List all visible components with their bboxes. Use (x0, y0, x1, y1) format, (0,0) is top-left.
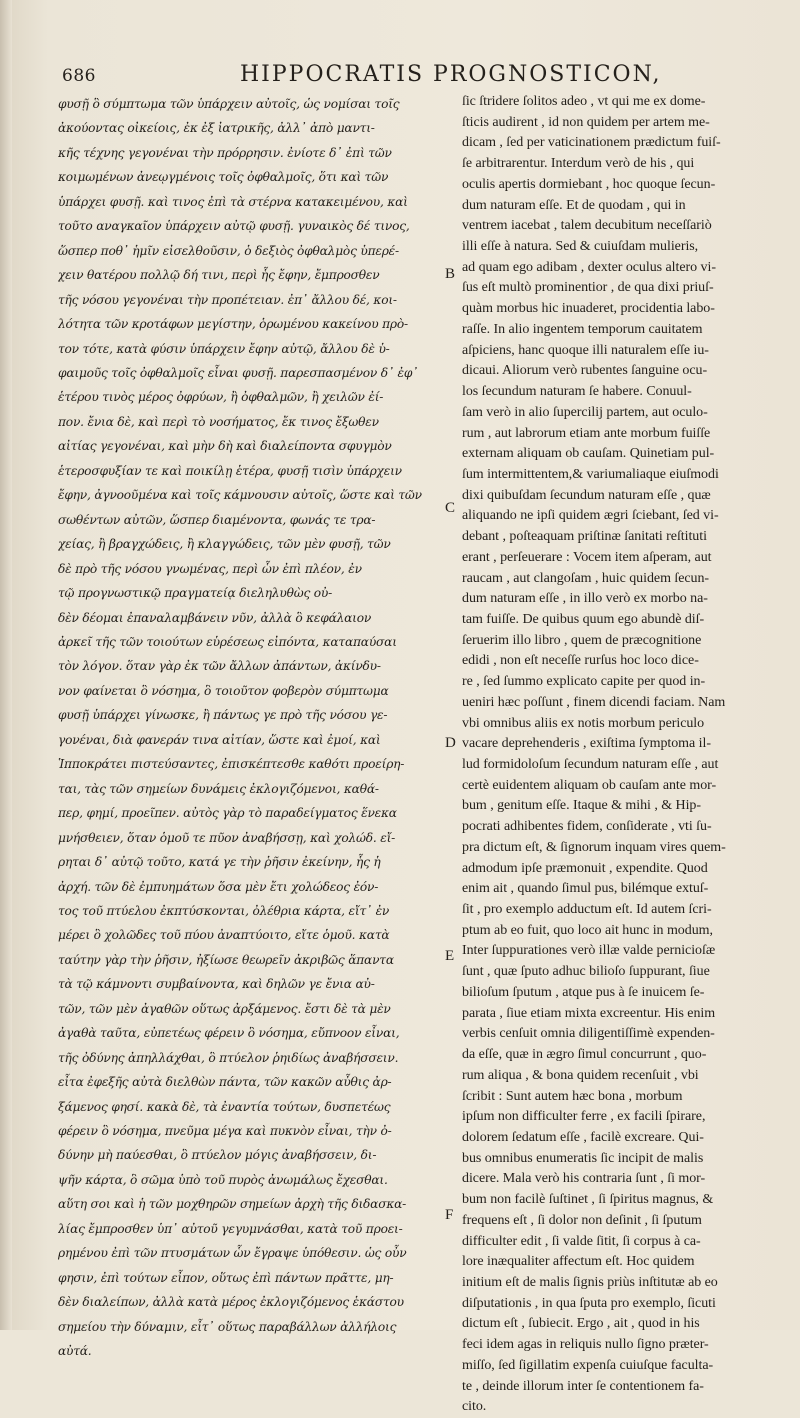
greek-text-line: γονέναι, διὰ φανεράν τινα αἰτίαν, ὥστε καὶ ἐμοί, καὶ (58, 732, 381, 747)
latin-text-line: pocrati adhibentes fidem, conſiderate , vti ſu- (462, 819, 712, 835)
latin-text-line: verbis cenſuit omnia diligentiſſimè expenden- (462, 1026, 715, 1042)
latin-text-line: los ſecundum naturam ſe habere. Conuul- (462, 384, 692, 400)
latin-text-line: dicaui. Aliorum verò rubentes ſanguine ocu- (462, 363, 708, 379)
greek-text-line: ρηται δ᾽ αὐτῷ τοῦτο, κατά γε τὴν ῥῆσιν ἐκείνην, ἧς ἡ (58, 855, 381, 870)
running-title: HIPPOCRATIS PROGNOSTICON, (240, 62, 662, 87)
greek-text-line: φυσῇ ὑπάρχει γίνωσκε, ἢ πάντως γε πρὸ τῆς νόσου γε- (58, 708, 388, 723)
latin-text-line: ad quam ego adibam , dexter oculus altero vi- (462, 259, 716, 275)
latin-text-line: ſus eſt multò prominentior , de qua dixi priuſ- (462, 280, 714, 296)
latin-text-line: lore inæqualiter affectum eſt. Hoc quidem (462, 1254, 695, 1270)
greek-text-line: κοιμωμένων ἀνεῳγμένοις τοῖς ὀφθαλμοῖς, ὅτι καὶ τῶν (58, 170, 389, 185)
margin-letter-d: D (445, 735, 456, 751)
greek-text-line: ξάμενος φησί. κακὰ δὲ, τὰ ἐναντία τούτων, δυσπετέως (58, 1099, 391, 1114)
latin-text-line: feci idem agas in reliquis nullo ſigno præter- (462, 1337, 709, 1353)
latin-text-line: bilioſum ſputum , atque pus à ſe inuicem ſe- (462, 984, 705, 1000)
greek-text-column (58, 92, 446, 1364)
latin-text-line: ueniri hæc poſſunt , finem dicendi faciam. Nam (462, 694, 726, 710)
greek-text-line: μέρει ὃ χολῶδες τοῦ πύου ἀναπτύοιτο, εἴτε ὁμοῦ. κατὰ (58, 928, 390, 943)
latin-text-line: dicere. Mala verò his contraria ſunt , ſi mor- (462, 1171, 706, 1187)
latin-text-line: vbi omnibus aliis ex notis morbum periculo (462, 715, 705, 731)
greek-text-line: ἀκούοντας οἰκείοις, ἐκ ἐξ ἰατρικῆς, ἀλλ᾽ ἀπὸ μαντι- (58, 121, 375, 136)
latin-text-line: externam aliquam ob cauſam. Quinetiam pul- (462, 446, 715, 462)
greek-text-line: ἀγαθὰ ταῦτα, εὐπετέως φέρειν ὃ νόσημα, εὔπνοον εἶναι, (58, 1026, 400, 1041)
greek-text-line: φυσῇ ὃ σύμπτωμα τῶν ὑπάρχειν αὐτοῖς, ὡς νομίσαι τοῖς (58, 97, 400, 111)
latin-text-line: rum aliqua , & bona quidem recenſuit , vbi (462, 1067, 699, 1083)
page-gutter-shadow (0, 0, 12, 1330)
latin-text-line: da eſſe, quæ in ægro ſimul concurrunt , quo- (462, 1047, 707, 1063)
latin-text-line: certè euidentem aliquam ob cauſam ante mor- (462, 777, 717, 793)
greek-text-line: τον τότε, κατὰ φύσιν ὑπάρχειν ἔφην αὐτῷ, ἄλλου δὲ ὑ- (58, 341, 390, 356)
latin-text-line: aliquando ne ipſi quidem ægri ſciebant, ſed vi- (462, 508, 719, 524)
latin-text-line: pra dictum eſt, & ſignorum inquam vires quem- (462, 839, 726, 855)
latin-text-line: initium eſt de malis ſignis priùs inſtitutæ ab eo (462, 1274, 718, 1290)
greek-text-line: τος τοῦ πτύελου ἐκπτύσκονται, ὀλέθρια κάρτα, εἴτ᾽ ἐν (58, 903, 390, 918)
greek-text-line: αὐτά. (58, 1344, 92, 1359)
latin-text-line: re , ſed ſummo explicato capite per quod in- (462, 674, 706, 690)
greek-text-line: χείας, ἢ βραγχώδεις, ἢ κλαγγώδεις, τῶν μὲν φυσῇ, τῶν (58, 537, 391, 552)
margin-letter-e: E (445, 948, 455, 964)
latin-text-line: difficulter edit , ſi valde ſitit, ſi corpus à ca- (462, 1233, 701, 1249)
latin-text-line: dum naturam eſſe. Et de quodam , qui in (462, 197, 686, 213)
latin-text-line: cito. (462, 1399, 487, 1415)
greek-text-line: δύνην μὴ παύεσθαι, ὃ πτύελον μόγις ἀναβήσσειν, δι- (58, 1148, 377, 1163)
latin-text-line: ventrem iacebat , talem decubitum neceſſariò (462, 218, 712, 234)
latin-text-line: ſic ſtridere ſolitos adeo , vt qui me ex dome- (462, 94, 706, 109)
latin-text-line: erant , perſeuerare : Vocem item aſperam, aut (462, 549, 712, 565)
greek-text-line: σημείου τὴν δύναμιν, εἶτ᾽ οὕτως παραβάλλων ἀλλήλοις (58, 1319, 397, 1334)
greek-text-line: τῷ προγνωστικῷ πραγματείᾳ διεληλυθὼς οὐ- (58, 586, 333, 601)
greek-text-line: ἔφην, ἀγνοοῦμένα καὶ τοῖς κάμνουσιν αὐτοῖς, ὥστε καὶ τῶν (58, 488, 422, 503)
greek-text-line: τὰ τῷ κάμνοντι συμβαίνοντα, καὶ δηλῶν γε ἔνια αὐ- (58, 977, 375, 992)
greek-text-line: νον φαίνεται ὃ νόσημα, ὃ τοιοῦτον φοβερὸν σύμπτωμα (58, 683, 389, 698)
latin-text-line: rum , aut labrorum etiam ante morbum fuiſſe (462, 425, 711, 441)
greek-text-line: τὸν λόγον. ὅταν γὰρ ἐκ τῶν ἄλλων ἀπάντων, ἀκίνδυ- (58, 659, 381, 674)
greek-text-line: ἀρχή. τῶν δὲ ἐμπυημάτων ὅσα μὲν ἔτι χολώδεος ἐόν- (58, 879, 379, 894)
greek-text-line: εἶτα ἐφεξῆς αὐτὰ διελθὼν πάντα, τῶν κακῶν αὖθις ἀρ- (58, 1075, 392, 1090)
latin-text-line: Inter ſuppurationes verò illæ valde pernicioſæ (462, 943, 716, 959)
greek-text-line: ται, τὰς τῶν σημείων δυνάμεις ἐκλογιζόμενοι, καθά- (58, 781, 379, 796)
latin-text-line: illi eſſe à natura. Sed & cuiuſdam mulieris, (462, 239, 699, 255)
greek-text-line: ψῆν κάρτα, ὃ σῶμα ὑπὸ τοῦ πυρὸς ἀνωμάλως ἔχεσθαι. (58, 1172, 388, 1187)
margin-letter-c: C (445, 500, 456, 516)
latin-text-line: dolorem ſedatum eſſe , facilè excreare. Qui- (462, 1129, 704, 1145)
latin-text-line: ſit , pro exemplo adductum eſt. Id autem ſcri- (462, 902, 712, 918)
latin-text-line: oculis apertis dormiebant , hoc quoque ſecun- (462, 176, 716, 192)
greek-text-line: δὲν δέομαι ἐπαναλαμβάνειν νῦν, ἀλλὰ ὃ κεφάλαιον (58, 610, 372, 625)
latin-text-line: ipſum non difficulter ferre , ex facili ſpirare, (462, 1109, 706, 1125)
latin-text-line: admodum ipſe præmonuit , expendite. Quod (462, 860, 708, 876)
latin-text-line: quàm morbus hic inuaderet, procidentia labo- (462, 301, 715, 317)
latin-text-line: vacare deprehenderis , exiſtima ſymptoma il- (462, 736, 711, 752)
greek-text-line: ὑπάρχει φυσῇ. καὶ τινος ἐπὶ τὰ στέρνα κατακειμένου, καὶ (58, 194, 408, 209)
greek-text-line: Ἱπποκράτει πιστεύσαντες, ἐπισκέπτεσθε καθότι προείρη- (58, 757, 405, 772)
latin-text-line: raucam , aut clangoſam , huic quidem ſecun- (462, 570, 710, 586)
greek-text-line: δὲν διαλείπων, ἀλλὰ κατὰ μέρος ἐκλογιζόμενος ἑκάστου (58, 1295, 404, 1310)
latin-text-line: enim ait , quando ſimul pus, bilémque extuſ- (462, 881, 709, 897)
greek-text-line: δὲ πρὸ τῆς νόσου γνωμένας, περὶ ὧν ἐπὶ πλέον, ἐν (58, 561, 362, 576)
greek-text-line: ἑτέρου τινὸς μέρος ὀφρύων, ἢ ὀφθαλμῶν, ἢ χειλῶν ἐί- (58, 390, 384, 405)
latin-text-line: ſcribit : Sunt autem hæc bona , morbum (462, 1088, 683, 1104)
greek-text-line: λίας ἔμπροσθεν ὑπ᾽ αὐτοῦ γεγυμνάσθαι, κατὰ τοῦ προει- (58, 1221, 403, 1236)
latin-text-line: ſe arbitrarentur. Interdum verò de his , qui (462, 156, 695, 172)
greek-text-line: πον. ἔνια δὲ, καὶ περὶ τὸ νοσήματος, ἔκ τινος ἔξωθεν (58, 414, 379, 429)
greek-text-line: ἑτεροσφυξίαν τε καὶ ποικίλῃ ἑτέρα, φυσῇ τισὶν ὑπάρχειν (58, 463, 402, 478)
latin-text-line: tam fuiſſe. De quibus quum ego abundè diſ- (462, 611, 705, 627)
greek-text-line: περ, φημί, προεῖπεν. αὐτὸς γὰρ τὸ παραδείγματος ἕνεκα (58, 806, 397, 821)
latin-text-line: te , deinde illorum inter ſe contentionem fa- (462, 1378, 704, 1394)
greek-text-line: μνήσθειεν, ὅταν ὁμοῦ τε πῦον ἀναβήσσῃ, καὶ χολώδ. εἴ- (58, 830, 396, 845)
page-header (62, 60, 762, 90)
greek-text-line: τῶν, τῶν μὲν ἀγαθῶν οὕτως ἀρξάμενος. ἔστι δὲ τὰ μὲν (58, 1001, 391, 1016)
latin-text-line: dixi quibuſdam ſecundum naturam eſſe , quæ (462, 487, 711, 503)
latin-text-line: ſam verò in alio ſupercilij partem, aut oculo- (462, 404, 708, 420)
margin-letter-b: B (445, 266, 456, 282)
greek-text-line: λότητα τῶν κροτάφων μεγίστην, ὁρωμένου κακείνου πρὸ- (58, 317, 408, 332)
latin-text-line: ptum ab eo fuit, quo loco ait hunc in modum, (462, 922, 713, 938)
latin-text-line: frequens eſt , ſi dolor non deſinit , ſi ſputum (462, 1212, 702, 1228)
latin-text-line: lud formidoloſum ſecundum naturam eſſe , aut (462, 757, 719, 772)
margin-letter-f: F (445, 1207, 454, 1223)
greek-text-line: φέρειν ὃ νόσημα, πνεῦμα μέγα καὶ πυκνὸν εἶναι, τὴν ὀ- (58, 1124, 392, 1139)
latin-text-line: bum non facilè ſuſtinet , ſi ſpiritus magnus, & (462, 1192, 714, 1208)
latin-text-line: aſpiciens, hanc quoque illi naturalem eſſe iu- (462, 342, 709, 358)
latin-text-line: raſſe. In alio ingentem temporum cauitatem (462, 321, 703, 337)
latin-text-line: ſunt , quæ ſputo adhuc bilioſo ſuppurant, ſiue (462, 964, 710, 980)
greek-text-line: ὥσπερ ποθ᾽ ἡμῖν εἰσελθοῦσιν, ὁ δεξιὸς ὀφθαλμὸς ὑπερέ- (58, 243, 399, 258)
latin-text-line: dum naturam eſſe , in illo verò ex morbo na- (462, 591, 708, 607)
greek-text-line: αὕτη σοι καὶ ἡ τῶν μοχθηρῶν σημείων ἀρχὴ τῆς διδασκα- (58, 1197, 407, 1212)
latin-text-line: dicam , ſed per vaticinationem prædictum fuiſ- (462, 135, 721, 151)
greek-text-line: φησιν, ἐπὶ τούτων εἶπον, οὕτως ἐπὶ πάντων πρᾶττε, μη- (58, 1270, 394, 1285)
latin-text-line: bum , genitum eſſe. Itaque & mihi , & Hip- (462, 798, 701, 814)
greek-text-line: κῆς τέχνης γεγονέναι τὴν πρόρρησιν. ἐνίοτε δ᾽ ἐπὶ τῶν (58, 145, 392, 160)
greek-text-line: σωθέντων αὐτῶν, ὥσπερ διαμένοντα, φωνάς τε τρα- (58, 512, 376, 527)
latin-text-line: miſſo, ſed ſigillatim expenſa cuiuſque faculta- (462, 1357, 714, 1373)
greek-text-line: ρημένου ἐπὶ τῶν πτυσμάτων ὧν ἔγραψε ὑπόθεσιν. ὡς οὖν (58, 1246, 407, 1261)
latin-text-line: dictum eſt , ſubiecit. Ergo , ait , quod in his (462, 1316, 700, 1332)
greek-text-line: ταύτην γὰρ τὴν ῥῆσιν, ἠξίωσε θεωρεῖν ἀκριβῶς ἅπαντα (58, 952, 394, 967)
greek-text-line: τοῦτο αναγκαῖον ὑπάρχειν αὐτῷ φυσῇ. γυναικὸς δέ τινος, (58, 219, 410, 234)
greek-text-line: φαιμοῦς τοῖς ὀφθαλμοῖς εἶναι φυσῇ. παρεσπασμένον δ᾽ ἐφ᾽ (58, 365, 419, 380)
latin-text-line: debant , poſteaquam priſtinæ ſanitati reſtituti (462, 529, 707, 545)
latin-text-column (462, 92, 788, 1418)
latin-text-line: ſum intermittentem,& variumaliaque eiuſmodi (462, 466, 719, 482)
latin-text-line: ſticis audirent , id non quidem per artem me- (462, 114, 710, 130)
latin-text-line: bus omnibus enumeratis ſic incipit de malis (462, 1150, 704, 1166)
greek-text-line: τῆς νόσου γεγονέναι τὴν προπέτειαν. ἐπ᾽ ἄλλου δέ, κοι- (58, 292, 397, 307)
latin-text-line: edidi , non eſt neceſſe rurſus hoc loco dice- (462, 653, 699, 669)
greek-text-line: ἀρκεῖ τῆς τῶν τοιούτων εὑρέσεως εἰπόντα, καταπαύσαι (58, 634, 397, 649)
latin-text-line: diſputationis , in qua ſputa pro exemplo, ſicuti (462, 1295, 716, 1311)
latin-text-line: ſeruerim illo libro , quem de præcognitione (462, 632, 702, 648)
greek-text-line: τῆς ὀδύνης ἀπηλλάχθαι, ὃ πτύελον ῥηιδίως ἀναβήσσειν. (58, 1050, 399, 1065)
greek-text-line: αἰτίας γεγονέναι, καὶ μὴν δὴ καὶ διαλείποντα σφυγμὸν (58, 439, 392, 454)
latin-text-line: parata , ſiue etiam mixta excreentur. His enim (462, 1005, 716, 1021)
greek-text-line: χειν θατέρου πολλῷ δή τινι, περὶ ἧς ἔφην, ἔμπροσθεν (58, 268, 380, 283)
page-number: 686 (62, 66, 96, 86)
